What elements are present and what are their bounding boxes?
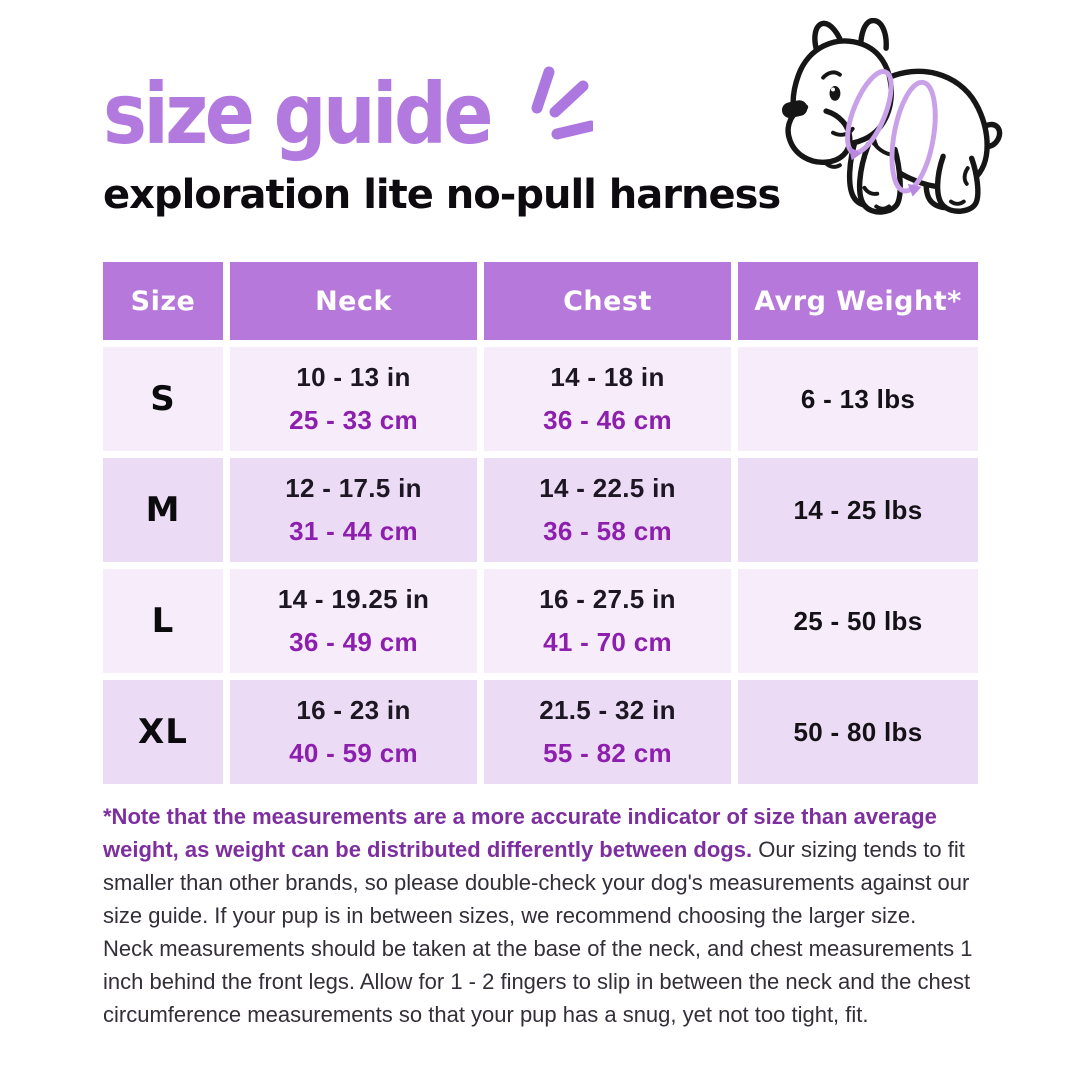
- sparkle-icon: [515, 56, 593, 146]
- weight-range: 14 - 25 lbs: [793, 494, 923, 525]
- table-row-m-size: [103, 458, 223, 562]
- size-table: [103, 262, 978, 784]
- size-label: M: [145, 490, 181, 530]
- column-header-neck: Neck: [230, 262, 477, 340]
- page-subtitle: exploration lite no-pull harness: [103, 172, 781, 219]
- dog-harness-icon: [774, 18, 1010, 216]
- column-header-weight: Avrg Weight*: [738, 262, 978, 340]
- weight-range: 6 - 13 lbs: [800, 383, 916, 414]
- table-row-s-size: [103, 347, 223, 451]
- how-to-measure-note: Neck measurements should be taken at the base of the neck, and chest measurements 1 inch behind the front legs. Allow for 1 - 2 fingers to slip in between the neck and the chest circumference measurements so that your pup has a snug, yet not too tight, fit.: [103, 936, 973, 1027]
- neck-inches: 12 - 17.5 in: [285, 473, 422, 503]
- table-row-xl-size: [103, 680, 223, 784]
- weight-range: 25 - 50 lbs: [793, 605, 923, 636]
- neck-inches: 16 - 23 in: [296, 695, 411, 725]
- chest-inches: 14 - 22.5 in: [539, 473, 676, 503]
- table-row-xl-weight: [738, 680, 978, 784]
- page-title: size guide: [103, 65, 490, 163]
- size-label: L: [151, 601, 175, 641]
- weight-range: 50 - 80 lbs: [793, 716, 923, 747]
- neck-inches: 10 - 13 in: [296, 362, 411, 392]
- neck-centimeters: 31 - 44 cm: [289, 516, 418, 546]
- chest-centimeters: 36 - 46 cm: [543, 405, 672, 435]
- neck-centimeters: 40 - 59 cm: [289, 738, 418, 768]
- table-row-xl-chest: [484, 680, 731, 784]
- chest-inches: 21.5 - 32 in: [539, 695, 676, 725]
- neck-centimeters: 36 - 49 cm: [289, 627, 418, 657]
- table-row-l-size: [103, 569, 223, 673]
- column-header-chest: Chest: [484, 262, 731, 340]
- table-row-l-chest: [484, 569, 731, 673]
- table-row-m-weight: [738, 458, 978, 562]
- table-row-xl-neck: [230, 680, 477, 784]
- chest-centimeters: 36 - 58 cm: [543, 516, 672, 546]
- measurement-note: [103, 800, 977, 932]
- table-row-l-neck: [230, 569, 477, 673]
- chest-centimeters: 55 - 82 cm: [543, 738, 672, 768]
- table-row-l-weight: [738, 569, 978, 673]
- header: [103, 65, 803, 219]
- size-label: S: [150, 379, 176, 419]
- chest-inches: 14 - 18 in: [550, 362, 665, 392]
- title-row: [103, 65, 803, 163]
- chest-centimeters: 41 - 70 cm: [543, 627, 672, 657]
- table-row-m-neck: [230, 458, 477, 562]
- chest-inches: 16 - 27.5 in: [539, 584, 676, 614]
- size-label: XL: [138, 712, 188, 752]
- table-row-s-chest: [484, 347, 731, 451]
- table-row-s-weight: [738, 347, 978, 451]
- table-row-m-chest: [484, 458, 731, 562]
- neck-centimeters: 25 - 33 cm: [289, 405, 418, 435]
- neck-inches: 14 - 19.25 in: [277, 584, 430, 614]
- table-row-s-neck: [230, 347, 477, 451]
- note-highlight: *Note that the measurements are a more accurate indicator of size than average weight, as weight can be distributed differently between dogs.: [103, 804, 937, 862]
- note-rest: Our sizing tends to fit smaller than other brands, so please double-check your dog's measurements against our size guide. If your pup is in between sizes, we recommend choosing the larger size.: [103, 837, 970, 928]
- french-bulldog-illustration: [774, 18, 1010, 216]
- column-header-size: Size: [103, 262, 223, 340]
